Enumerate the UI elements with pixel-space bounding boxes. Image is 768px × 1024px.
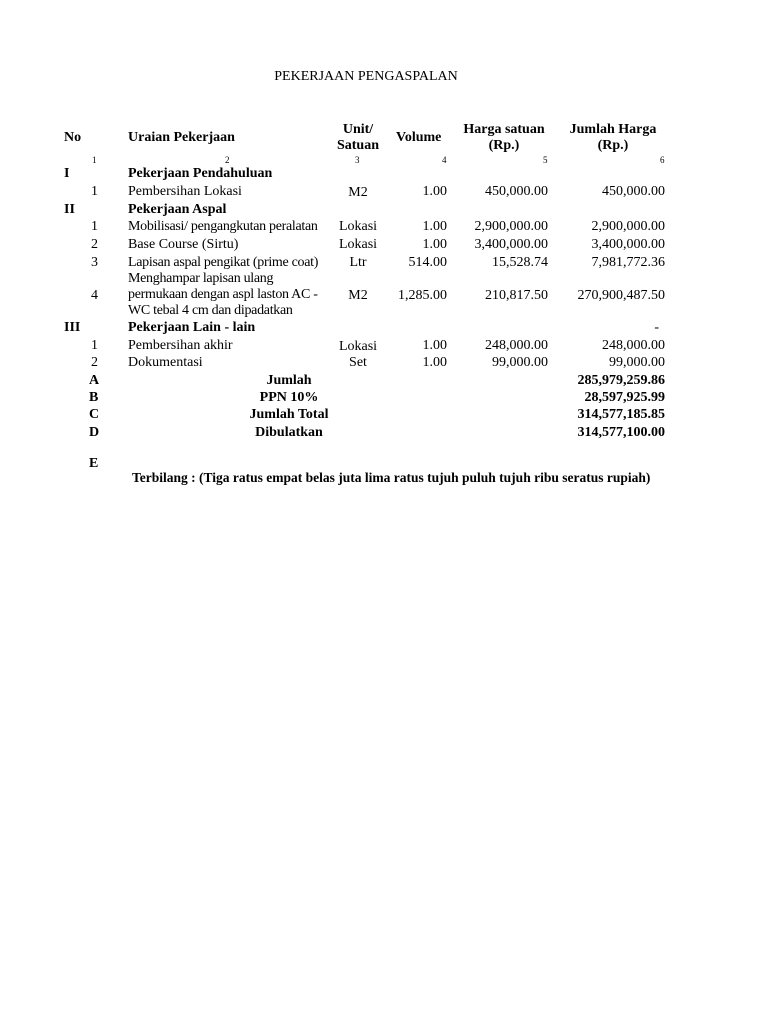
section-code: II	[64, 202, 75, 217]
terbilang-code: E	[89, 456, 99, 471]
item-price: 210,817.50	[485, 288, 548, 303]
item-desc: Mobilisasi/ pengangkutan peralatan	[128, 219, 318, 234]
header-no: No	[64, 130, 82, 145]
item-total: 99,000.00	[609, 355, 665, 370]
item-total: 7,981,772.36	[591, 255, 665, 270]
column-number: 3	[355, 155, 360, 165]
header-jumlah-line2: (Rp.)	[597, 138, 629, 153]
document-title: PEKERJAAN PENGASPALAN	[274, 69, 458, 84]
item-volume: 1.00	[422, 338, 447, 353]
item-total: 3,400,000.00	[591, 237, 665, 252]
item-unit: M2	[348, 185, 368, 200]
item-desc-line: Menghampar lapisan ulang	[128, 271, 274, 286]
terbilang-text: Terbilang : (Tiga ratus empat belas juta lima ratus tujuh puluh tujuh ribu seratus rupiah)	[132, 470, 651, 485]
item-price: 248,000.00	[485, 338, 548, 353]
summary-value: 28,597,925.99	[584, 390, 665, 405]
item-volume: 514.00	[408, 255, 447, 270]
item-price: 3,400,000.00	[474, 237, 548, 252]
item-price: 450,000.00	[485, 184, 548, 199]
column-number: 6	[660, 155, 665, 165]
item-volume: 1,285.00	[398, 288, 447, 303]
column-number: 5	[543, 155, 548, 165]
item-volume: 1.00	[422, 184, 447, 199]
header-harga-line1: Harga satuan	[463, 122, 545, 137]
summary-value: 314,577,100.00	[577, 425, 665, 440]
section-code: III	[64, 320, 81, 335]
item-unit: Set	[349, 355, 367, 370]
summary-code: D	[89, 425, 100, 440]
item-desc-line: permukaan dengan aspl laston AC -	[128, 287, 318, 302]
column-number: 1	[92, 155, 97, 165]
item-no: 1	[91, 338, 98, 353]
header-unit	[330, 122, 386, 154]
item-desc: Lapisan aspal pengikat (prime coat)	[128, 255, 319, 270]
item-total: 450,000.00	[602, 184, 665, 199]
summary-label: PPN 10%	[259, 390, 319, 405]
item-volume: 1.00	[422, 219, 447, 234]
header-uraian: Uraian Pekerjaan	[128, 130, 235, 145]
item-no: 4	[91, 288, 98, 303]
item-total: 270,900,487.50	[577, 288, 665, 303]
item-desc: Pembersihan Lokasi	[128, 184, 242, 199]
item-volume: 1.00	[422, 355, 447, 370]
item-no: 2	[91, 237, 98, 252]
item-no: 3	[91, 255, 98, 270]
section-title: Pekerjaan Aspal	[128, 202, 227, 217]
item-total: 2,900,000.00	[591, 219, 665, 234]
summary-code: B	[89, 390, 99, 405]
item-unit: Ltr	[349, 255, 367, 270]
item-no: 1	[91, 219, 98, 234]
summary-label: Dibulatkan	[255, 425, 323, 440]
item-unit: Lokasi	[338, 237, 378, 252]
item-price: 99,000.00	[492, 355, 548, 370]
summary-label: Jumlah Total	[249, 407, 329, 422]
summary-code: A	[89, 373, 100, 388]
item-desc: Dokumentasi	[128, 355, 203, 370]
header-volume: Volume	[396, 130, 442, 145]
header-harga	[456, 122, 552, 154]
summary-label: Jumlah	[266, 373, 312, 388]
summary-value: 285,979,259.86	[577, 373, 665, 388]
summary-code: C	[89, 407, 100, 422]
item-price: 15,528.74	[492, 255, 548, 270]
header-jumlah-line1: Jumlah Harga	[569, 122, 657, 137]
item-unit: Lokasi	[338, 339, 378, 354]
section-title: Pekerjaan Pendahuluan	[128, 166, 273, 181]
section-title: Pekerjaan Lain - lain	[128, 320, 256, 335]
column-number: 4	[442, 155, 447, 165]
item-price: 2,900,000.00	[474, 219, 548, 234]
section-code: I	[64, 166, 70, 181]
header-unit-line2: Satuan	[336, 138, 380, 153]
item-desc-line: WC tebal 4 cm dan dipadatkan	[128, 303, 293, 318]
summary-value: 314,577,185.85	[577, 407, 665, 422]
item-desc	[128, 271, 338, 319]
header-unit-line1: Unit/	[342, 122, 374, 137]
section-total: -	[654, 320, 659, 335]
item-desc: Base Course (Sirtu)	[128, 237, 239, 252]
item-total: 248,000.00	[602, 338, 665, 353]
item-no: 1	[91, 184, 98, 199]
item-unit: Lokasi	[338, 219, 378, 234]
item-desc: Pembersihan akhir	[128, 338, 233, 353]
header-harga-line2: (Rp.)	[488, 138, 520, 153]
column-number: 2	[225, 155, 230, 165]
item-volume: 1.00	[422, 237, 447, 252]
item-no: 2	[91, 355, 98, 370]
item-unit: M2	[348, 288, 368, 303]
header-jumlah	[562, 122, 664, 154]
